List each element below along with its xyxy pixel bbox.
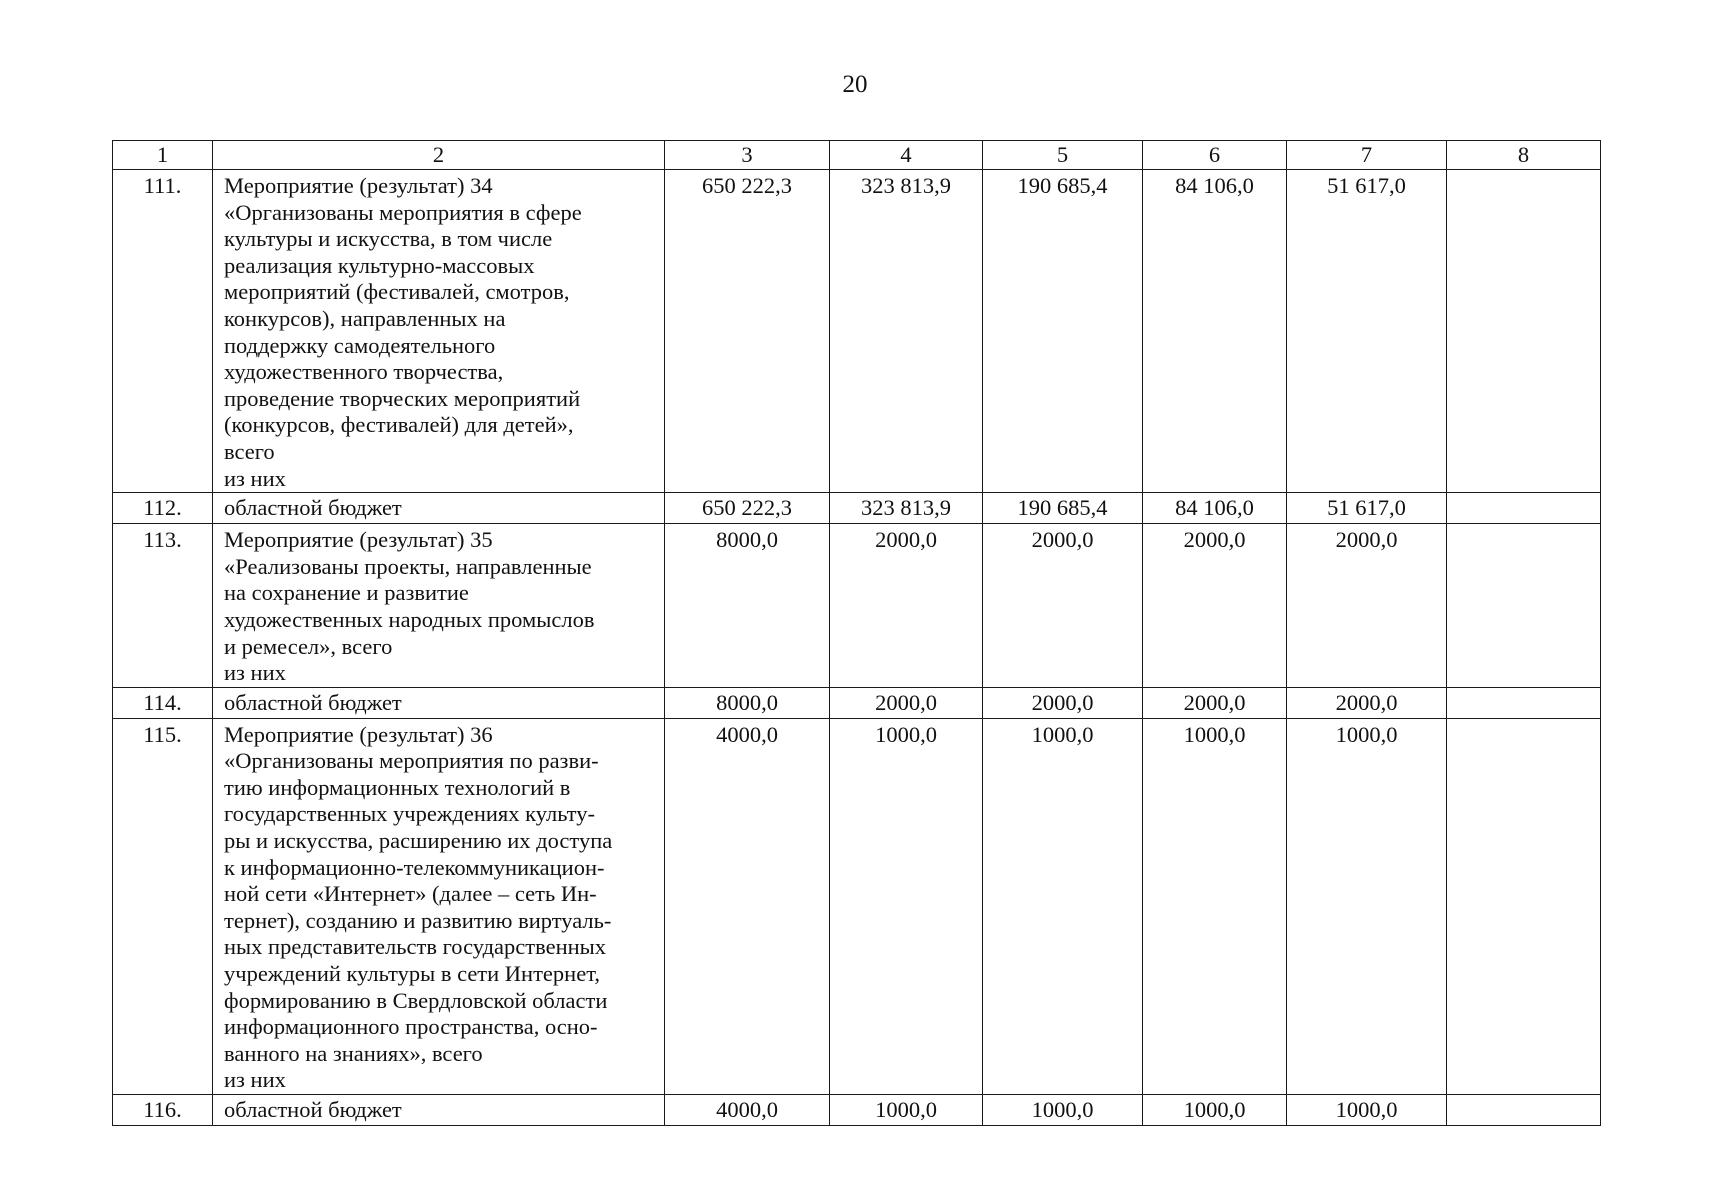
row-value: 2000,0 — [1143, 687, 1287, 718]
row-value: 2000,0 — [1287, 524, 1447, 688]
table-row — [113, 718, 1601, 1094]
column-header: 3 — [665, 141, 830, 170]
row-value: 2000,0 — [830, 524, 983, 688]
row-value — [1447, 524, 1601, 688]
row-value: 1000,0 — [1143, 718, 1287, 1094]
row-description: областной бюджет — [213, 1095, 665, 1126]
column-header: 4 — [830, 141, 983, 170]
row-number: 113. — [113, 524, 213, 688]
column-header: 5 — [983, 141, 1143, 170]
row-value: 4000,0 — [665, 1095, 830, 1126]
row-value — [1447, 687, 1601, 718]
column-header: 1 — [113, 141, 213, 170]
row-value: 323 813,9 — [830, 170, 983, 493]
column-header: 8 — [1447, 141, 1601, 170]
row-number: 111. — [113, 170, 213, 493]
row-value: 4000,0 — [665, 718, 830, 1094]
table-row — [113, 524, 1601, 688]
row-value — [1447, 493, 1601, 524]
page-number: 20 — [842, 71, 868, 98]
column-header: 2 — [213, 141, 665, 170]
table-row — [113, 1095, 1601, 1126]
budget-table — [112, 140, 1601, 1126]
row-value: 1000,0 — [1287, 1095, 1447, 1126]
row-value: 2000,0 — [983, 687, 1143, 718]
column-header: 6 — [1143, 141, 1287, 170]
table-header-row — [113, 141, 1601, 170]
row-value: 1000,0 — [983, 718, 1143, 1094]
row-value: 323 813,9 — [830, 493, 983, 524]
row-value: 84 106,0 — [1143, 170, 1287, 493]
table-row — [113, 170, 1601, 493]
row-value: 650 222,3 — [665, 170, 830, 493]
row-description: Мероприятие (результат) 34 «Организованы мероприятия в сфере культуры и искусства, в том числе реализация культурно-массовых мероприятий (фестивалей, смотров, конкурсов), направленных на поддержку самодеятельного художественного творчества, проведение творческих мероприятий (конкурсов, фестивалей) для детей», всего из них — [213, 170, 665, 493]
row-value: 51 617,0 — [1287, 170, 1447, 493]
row-value: 190 685,4 — [983, 493, 1143, 524]
row-value: 84 106,0 — [1143, 493, 1287, 524]
row-number: 115. — [113, 718, 213, 1094]
row-value: 1000,0 — [983, 1095, 1143, 1126]
table-row — [113, 493, 1601, 524]
row-value: 1000,0 — [1143, 1095, 1287, 1126]
row-description: Мероприятие (результат) 36 «Организованы мероприятия по разви- тию информационных технологий в государственных учреждениях культу- ры и искусства, расширению их доступа к информационно-телекоммуникацион- ной сети «Интернет» (далее – сеть Ин- тернет), созданию и развитию виртуаль- ных представительств государственных учреждений культуры в сети Интернет, формированию в Свердловской области информационного пространства, осно- ванного на знаниях», всего из них — [213, 718, 665, 1094]
row-description: областной бюджет — [213, 687, 665, 718]
table-row — [113, 687, 1601, 718]
row-value: 2000,0 — [983, 524, 1143, 688]
column-header: 7 — [1287, 141, 1447, 170]
row-value: 8000,0 — [665, 524, 830, 688]
row-value — [1447, 170, 1601, 493]
row-value: 2000,0 — [1287, 687, 1447, 718]
row-description: областной бюджет — [213, 493, 665, 524]
row-number: 112. — [113, 493, 213, 524]
row-value: 1000,0 — [830, 718, 983, 1094]
row-number: 114. — [113, 687, 213, 718]
row-value — [1447, 718, 1601, 1094]
row-value: 51 617,0 — [1287, 493, 1447, 524]
row-value: 8000,0 — [665, 687, 830, 718]
row-value: 2000,0 — [1143, 524, 1287, 688]
row-value: 190 685,4 — [983, 170, 1143, 493]
row-value — [1447, 1095, 1601, 1126]
row-value: 1000,0 — [830, 1095, 983, 1126]
row-value: 2000,0 — [830, 687, 983, 718]
row-value: 650 222,3 — [665, 493, 830, 524]
row-number: 116. — [113, 1095, 213, 1126]
row-value: 1000,0 — [1287, 718, 1447, 1094]
row-description: Мероприятие (результат) 35 «Реализованы проекты, направленные на сохранение и развитие художественных народных промыслов и ремесел», всего из них — [213, 524, 665, 688]
